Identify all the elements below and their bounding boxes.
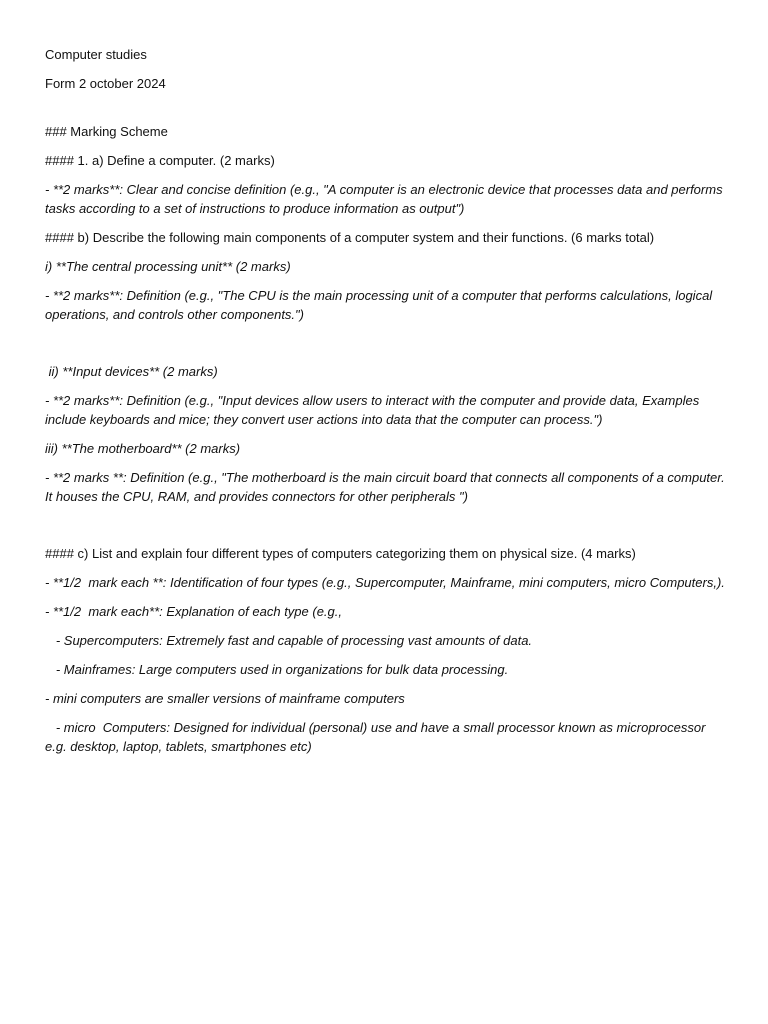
q1a-answer: - **2 marks**: Clear and concise definition (e.g., "A computer is an electronic device that processes data and performs tasks according to a set of instructions to produce information as output") xyxy=(45,182,727,216)
q1c-identification: - **1/2 mark each **: Identification of four types (e.g., Supercomputer, Mainframe, mini computers, micro Computers,). xyxy=(45,575,725,590)
q1c-mini-computers: - mini computers are smaller versions of mainframe computers xyxy=(45,691,405,706)
document-page xyxy=(45,45,729,766)
q1b-iii-label: iii) **The motherboard** (2 marks) xyxy=(45,441,241,456)
form-date-line: Form 2 october 2024 xyxy=(45,76,166,91)
q1c-supercomputers: - Supercomputers: Extremely fast and capable of processing vast amounts of data. xyxy=(45,633,533,648)
q1b-ii-answer: - **2 marks**: Definition (e.g., "Input devices allow users to interact with the computer and provide data, Examples include keyboards and mice; they convert user actions into data that the computer can process.") xyxy=(45,393,703,427)
marking-scheme-heading: ### Marking Scheme xyxy=(45,124,168,139)
subject-line: Computer studies xyxy=(45,47,147,62)
q1c-heading: #### c) List and explain four different types of computers categorizing them on physical size. (4 marks) xyxy=(45,546,636,561)
q1a-heading: #### 1. a) Define a computer. (2 marks) xyxy=(45,153,275,168)
q1b-iii-answer: - **2 marks **: Definition (e.g., "The motherboard is the main circuit board that connects all components of a computer. It houses the CPU, RAM, and provides connectors for other peripherals ") xyxy=(45,470,729,504)
q1c-explanation: - **1/2 mark each**: Explanation of each type (e.g., xyxy=(45,604,343,619)
q1b-i-answer: - **2 marks**: Definition (e.g., "The CPU is the main processing unit of a computer that performs calculations, logical operations, and controls other components.") xyxy=(45,288,716,322)
q1c-mainframes: - Mainframes: Large computers used in organizations for bulk data processing. xyxy=(45,662,509,677)
q1b-i-label: i) **The central processing unit** (2 marks) xyxy=(45,259,291,274)
q1c-micro-computers: - micro Computers: Designed for individual (personal) use and have a small processor known as microprocessor e.g. desktop, laptop, tablets, smartphones etc) xyxy=(45,720,710,754)
q1b-heading: #### b) Describe the following main components of a computer system and their functions. (6 marks total) xyxy=(45,230,655,245)
q1b-ii-label: ii) **Input devices** (2 marks) xyxy=(45,364,218,379)
